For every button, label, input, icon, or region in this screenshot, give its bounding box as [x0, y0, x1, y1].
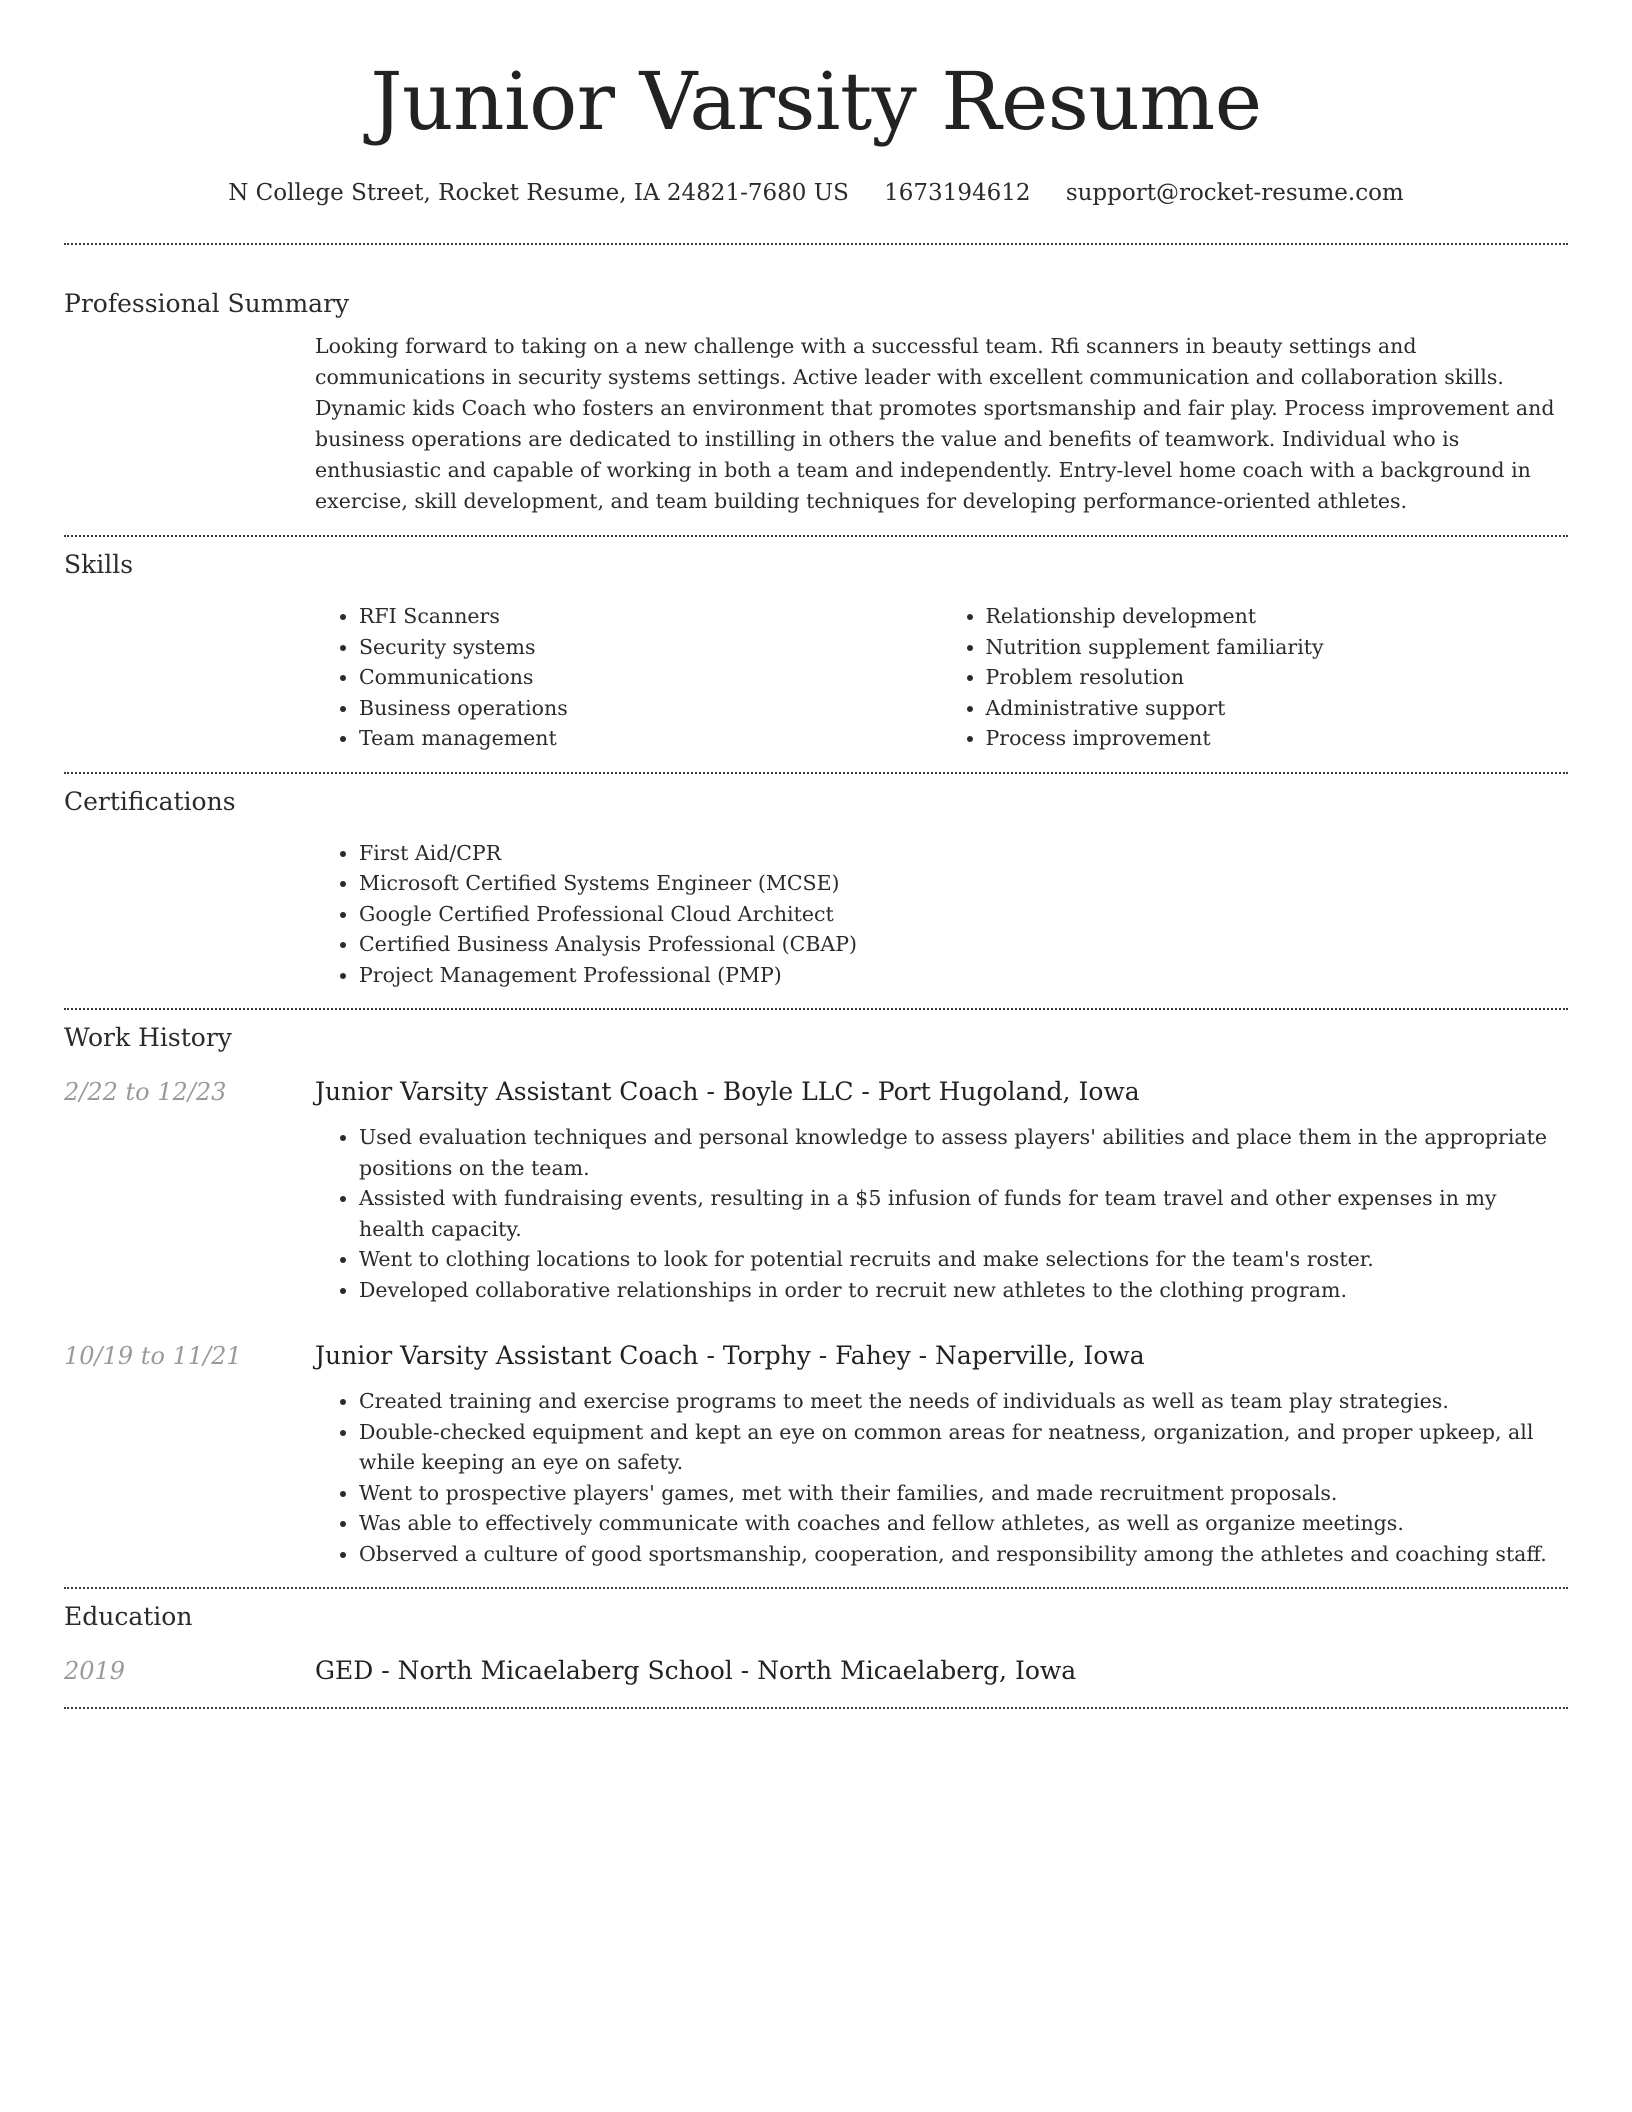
skill-item: • Team management [359, 723, 942, 754]
education-title: GED - North Micaelaberg School - North Micaelaberg, Iowa [315, 1656, 1077, 1685]
skill-item: • Business operations [359, 693, 942, 724]
job-bullets [315, 1386, 1568, 1569]
job-date: 10/19 to 11/21 [64, 1342, 242, 1370]
skill-item: • Administrative support [986, 693, 1569, 724]
job-bullet: • Observed a culture of good sportsmanship, cooperation, and responsibility among the athletes and coaching staff. [359, 1539, 1568, 1570]
job-date: 2/22 to 12/23 [64, 1078, 227, 1106]
certification-item: • Google Certified Professional Cloud Architect [359, 899, 1568, 930]
certification-item: • First Aid/CPR [359, 838, 1568, 869]
job-entry [64, 1075, 1568, 1305]
certifications-heading: Certifications [64, 786, 236, 816]
skill-item: • Problem resolution [986, 662, 1569, 693]
contact-phone: 1673194612 [884, 180, 1031, 206]
skill-item: • Communications [359, 662, 942, 693]
job-bullet: • Double-checked equipment and kept an eye on common areas for neatness, organization, and proper upkeep, all while keeping an eye on safety. [359, 1417, 1568, 1478]
skills-content [315, 601, 1568, 754]
divider [64, 1707, 1568, 1709]
summary-text: Looking forward to taking on a new challenge with a successful team. Rfi scanners in beauty settings and communications in security systems settings. Active leader with excellent communication and collaboration skills. Dynamic kids Coach who fosters an environment that promotes sportsmanship and fair play. Process improvement and business operations are dedicated to instilling in others the value and benefits of teamwork. Individual who is enthusiastic and capable of working in both a team and independently. Entry-level home coach with a background in exercise, skill development, and team building techniques for developing performance-oriented athletes. [315, 334, 1555, 513]
summary-heading: Professional Summary [64, 289, 350, 318]
certification-item: • Microsoft Certified Systems Engineer (MCSE) [359, 868, 1568, 899]
job-bullet: • Went to prospective players' games, met with their families, and made recruitment proposals. [359, 1478, 1568, 1509]
education-section [64, 1589, 1568, 1688]
job-bullets [315, 1122, 1568, 1305]
skills-heading: Skills [64, 550, 134, 579]
job-entry [64, 1339, 1568, 1569]
certifications-content [315, 838, 1568, 991]
job-bullet: • Developed collaborative relationships in order to recruit new athletes to the clothing program. [359, 1275, 1568, 1306]
job-header [64, 1339, 1568, 1373]
job-bullet: • Went to clothing locations to look for potential recruits and make selections for the team's roster. [359, 1244, 1568, 1275]
education-date: 2019 [64, 1657, 126, 1685]
work-heading: Work History [64, 1023, 232, 1052]
job-bullet: • Was able to effectively communicate with coaches and fellow athletes, as well as organize meetings. [359, 1508, 1568, 1539]
skill-item: • Relationship development [986, 601, 1569, 632]
job-bullet: • Used evaluation techniques and personal knowledge to assess players' abilities and place them in the appropriate positions on the team. [359, 1122, 1568, 1183]
skill-item: • Nutrition supplement familiarity [986, 632, 1569, 663]
skills-list-left [315, 601, 942, 754]
education-entry [64, 1654, 1568, 1688]
job-title: Junior Varsity Assistant Coach - Boyle LLC - Port Hugoland, Iowa [315, 1077, 1140, 1106]
certification-item: • Project Management Professional (PMP) [359, 960, 1568, 991]
job-bullet: • Created training and exercise programs to meet the needs of individuals as well as team play strategies. [359, 1386, 1568, 1417]
certification-item: • Certified Business Analysis Professional (CBAP) [359, 929, 1568, 960]
certifications-section [64, 774, 1568, 991]
education-heading: Education [64, 1602, 193, 1631]
job-header [64, 1075, 1568, 1109]
contact-email: support@rocket-resume.com [1065, 180, 1404, 206]
skill-item: • Process improvement [986, 723, 1569, 754]
skill-item: • RFI Scanners [359, 601, 942, 632]
skills-list-right [942, 601, 1569, 754]
contact-address: N College Street, Rocket Resume, IA 24821-7680 US [228, 180, 849, 206]
certifications-list [315, 838, 1568, 991]
skills-section [64, 537, 1568, 754]
contact-line [64, 178, 1568, 208]
skill-item: • Security systems [359, 632, 942, 663]
summary-content [315, 331, 1568, 517]
summary-section [64, 245, 1568, 517]
work-section [64, 1010, 1568, 1569]
resume-name: Junior Varsity Resume [370, 55, 1262, 148]
job-bullet: • Assisted with fundraising events, resulting in a $5 infusion of funds for team travel and other expenses in my health capacity. [359, 1183, 1568, 1244]
job-title: Junior Varsity Assistant Coach - Torphy - Fahey - Naperville, Iowa [315, 1341, 1145, 1370]
